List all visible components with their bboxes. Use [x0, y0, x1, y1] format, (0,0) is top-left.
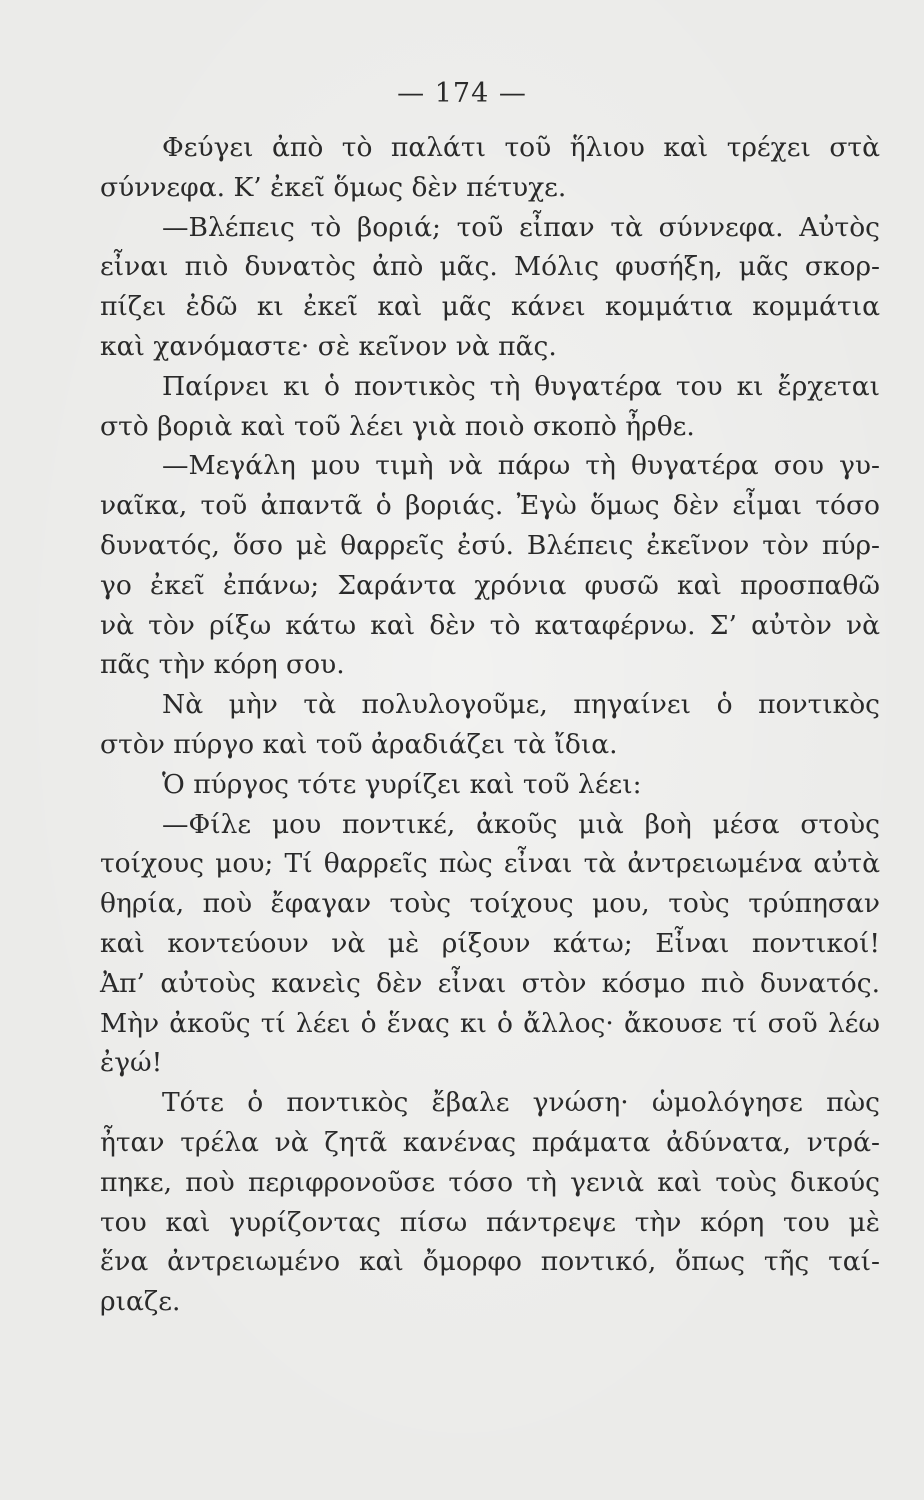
text-line: στὸ βοριὰ καὶ τοῦ λέει γιὰ ποιὸ σκοπὸ ἦρθε. — [100, 410, 695, 442]
page-number: — 174 — — [397, 78, 527, 109]
text-line: Μὴν ἀκοῦς τί λέει ὁ ἕνας κι ὁ ἄλλος· ἄκουσε τί σοῦ λέω — [100, 1007, 880, 1039]
text-line: Ἀπ’ αὐτοὺς κανεὶς δὲν εἶναι στὸν κόσμο πιὸ δυνατός. — [100, 967, 880, 999]
text-line: Ὁ πύργος τότε γυρίζει καὶ τοῦ λέει: — [162, 768, 642, 800]
text-line: σύννεφα. Κ’ ἐκεῖ ὅμως δὲν πέτυχε. — [100, 171, 567, 203]
text-line: τοίχους μου; Τί θαρρεῖς πὼς εἶναι τὰ ἀντρειωμένα αὐτὰ — [100, 848, 880, 880]
text-line: δυνατός, ὅσο μὲ θαρρεῖς ἐσύ. Βλέπεις ἐκεῖνον τὸν πύρ- — [100, 529, 880, 561]
text-line: ἦταν τρέλα νὰ ζητᾶ κανένας πράματα ἀδύνατα, ντρά- — [100, 1126, 880, 1158]
text-line: ἐγώ! — [100, 1047, 163, 1079]
text-line: ριαζε. — [100, 1286, 181, 1318]
text-line: γο ἐκεῖ ἐπάνω; Σαράντα χρόνια φυσῶ καὶ προσπαθῶ — [100, 569, 880, 601]
text-line: ἕνα ἀντρειωμένο καὶ ὄμορφο ποντικό, ὅπως τῆς ταί- — [100, 1246, 880, 1278]
text-line: θηρία, ποὺ ἔφαγαν τοὺς τοίχους μου, τοὺς τρύπησαν — [100, 888, 880, 920]
text-line: του καὶ γυρίζοντας πίσω πάντρεψε τὴν κόρη του μὲ — [100, 1206, 880, 1238]
text-line: νὰ τὸν ρίξω κάτω καὶ δὲν τὸ καταφέρνω. Σ’ αὐτὸν νὰ — [100, 609, 880, 641]
text-line: πηκε, ποὺ περιφρονοῦσε τόσο τὴ γενιὰ καὶ τοὺς δικούς — [100, 1166, 880, 1198]
text-line: πίζει ἐδῶ κι ἐκεῖ καὶ μᾶς κάνει κομμάτια κομμάτια — [100, 291, 880, 323]
body-text — [100, 128, 880, 1322]
text-line: εἶναι πιὸ δυνατὸς ἀπὸ μᾶς. Μόλις φυσήξη, μᾶς σκορ- — [100, 251, 880, 283]
text-line: Τότε ὁ ποντικὸς ἔβαλε γνώση· ὡμολόγησε πὼς — [162, 1087, 880, 1119]
text-line: στὸν πύργο καὶ τοῦ ἀραδιάζει τὰ ἴδια. — [100, 728, 618, 760]
text-line: —Φίλε μου ποντικέ, ἀκοῦς μιὰ βοὴ μέσα στοὺς — [162, 808, 880, 840]
text-line: καὶ κοντεύουν νὰ μὲ ρίξουν κάτω; Εἶναι ποντικοί! — [100, 927, 880, 959]
text-line: πᾶς τὴν κόρη σου. — [100, 649, 345, 681]
text-line: καὶ χανόμαστε· σὲ κεῖνον νὰ πᾶς. — [100, 330, 557, 362]
text-line: —Μεγάλη μου τιμὴ νὰ πάρω τὴ θυγατέρα σου γυ- — [162, 450, 880, 482]
text-line: Νὰ μὴν τὰ πολυλογοῦμε, πηγαίνει ὁ ποντικὸς — [162, 689, 880, 721]
text-line: ναῖκα, τοῦ ἀπαντᾶ ὁ βοριάς. Ἐγὼ ὅμως δὲν εἶμαι τόσο — [100, 490, 880, 522]
text-line: Παίρνει κι ὁ ποντικὸς τὴ θυγατέρα του κι ἔρχεται — [162, 370, 880, 402]
text-line: Φεύγει ἀπὸ τὸ παλάτι τοῦ ἥλιου καὶ τρέχει στὰ — [162, 132, 880, 163]
text-line: —Βλέπεις τὸ βοριά; τοῦ εἶπαν τὰ σύννεφα. Αὐτὸς — [162, 211, 880, 243]
